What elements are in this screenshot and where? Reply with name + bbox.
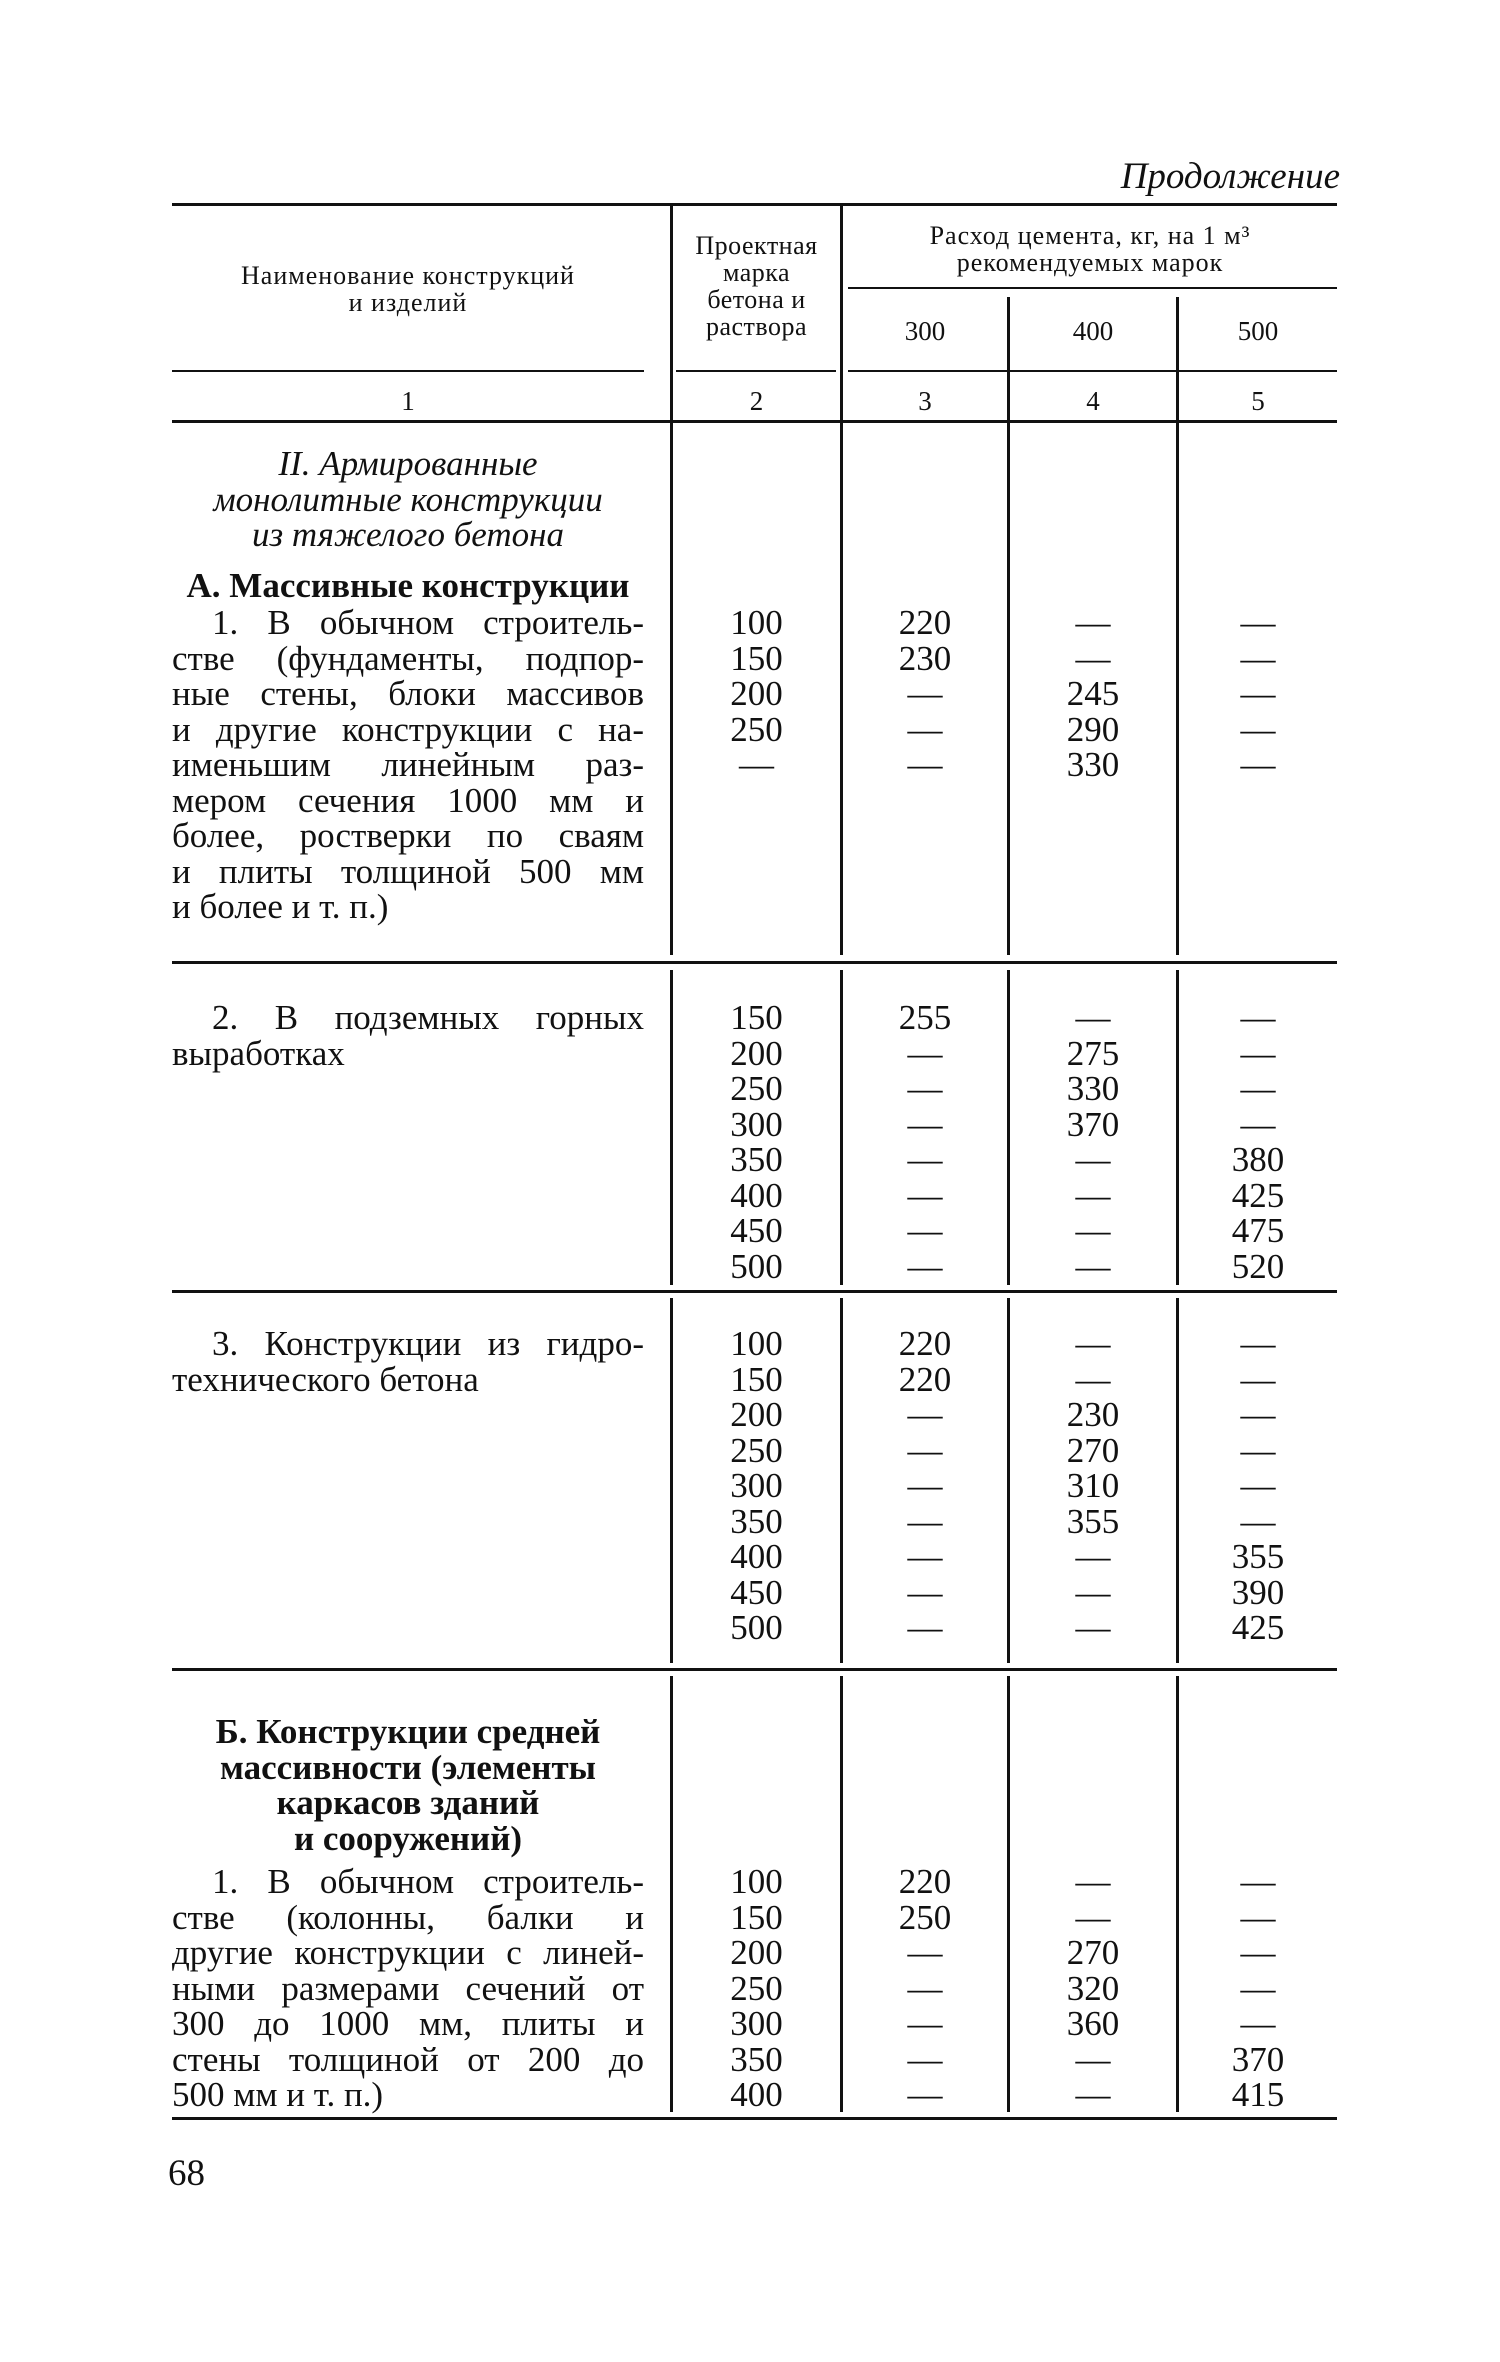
cell-value: — bbox=[1240, 1033, 1276, 1073]
cell-value: 230 bbox=[1066, 1395, 1120, 1434]
cell-value: — bbox=[907, 1430, 943, 1470]
cell-value: 390 bbox=[1231, 1572, 1285, 1612]
row-name-line: 2. В подземных горных bbox=[212, 998, 644, 1037]
cell-value: — bbox=[907, 1968, 943, 2008]
cell-value: 400 bbox=[730, 1537, 783, 1576]
row-rule-3 bbox=[172, 1668, 1337, 1671]
header-sub-400: 400 bbox=[1072, 316, 1114, 346]
header-sub-rule bbox=[848, 370, 1337, 372]
row-name bbox=[172, 605, 644, 925]
cell-value: — bbox=[1240, 1324, 1276, 1363]
cell-value: 250 bbox=[730, 1968, 783, 2008]
col-c400 bbox=[1010, 605, 1176, 783]
cell-value: 245 bbox=[1066, 674, 1120, 713]
cell-value: — bbox=[907, 709, 943, 749]
cell-value: — bbox=[1075, 638, 1111, 678]
cell-value: 330 bbox=[1066, 1069, 1120, 1108]
cell-value: — bbox=[1075, 1246, 1111, 1286]
col-c400 bbox=[1010, 1000, 1176, 1284]
cell-value: 250 bbox=[730, 709, 783, 749]
cell-value: — bbox=[1075, 2075, 1111, 2114]
cell-value: 380 bbox=[1231, 1140, 1285, 1179]
cell-value: — bbox=[907, 1104, 943, 1144]
cell-value: — bbox=[907, 745, 943, 784]
cell-value: 330 bbox=[1066, 745, 1120, 784]
cell-value: 355 bbox=[1066, 1501, 1120, 1541]
cell-value: — bbox=[1240, 1501, 1276, 1541]
cell-value: — bbox=[907, 2075, 943, 2114]
cell-value: — bbox=[1240, 603, 1276, 642]
cell-value: 100 bbox=[730, 603, 783, 642]
continuation-label: Продолжение bbox=[1120, 156, 1340, 197]
cell-value: — bbox=[1075, 1608, 1111, 1647]
cell-value: — bbox=[1075, 1140, 1111, 1179]
cell-value: — bbox=[907, 1211, 943, 1250]
col-c500 bbox=[1179, 1000, 1337, 1284]
cell-value: — bbox=[1075, 1175, 1111, 1215]
cell-value: 250 bbox=[898, 1897, 952, 1937]
cell-value: 220 bbox=[898, 1862, 952, 1901]
col-grade bbox=[673, 1000, 840, 1284]
cell-value: — bbox=[1240, 2004, 1276, 2043]
cell-value: 200 bbox=[730, 674, 783, 713]
cell-value: — bbox=[907, 1466, 943, 1505]
header-col1: Наименование конструкций и изделий bbox=[241, 261, 575, 317]
cell-value: — bbox=[907, 1140, 943, 1179]
row-name-line: мером сечения 1000 мм и bbox=[172, 780, 644, 820]
cell-value: 450 bbox=[730, 1211, 783, 1250]
cell-value: 150 bbox=[730, 1897, 783, 1937]
cell-value: — bbox=[907, 1933, 943, 1972]
cell-value: 450 bbox=[730, 1572, 783, 1612]
cell-value: — bbox=[1240, 1968, 1276, 2008]
cell-value: — bbox=[907, 1069, 943, 1108]
cell-value: 320 bbox=[1066, 1968, 1120, 2008]
cell-value: — bbox=[1240, 1430, 1276, 1470]
cell-value: — bbox=[1075, 1897, 1111, 1937]
header-col-group: Расход цемента, кг, на 1 м³ рекомендуемых марок bbox=[929, 221, 1251, 277]
header-rule-col1 bbox=[172, 370, 644, 372]
col-c400 bbox=[1010, 1864, 1176, 2113]
row-name-line: стве (фундаменты, подпор- bbox=[172, 638, 644, 678]
cell-value: — bbox=[1240, 998, 1276, 1037]
cell-value: — bbox=[907, 1501, 943, 1541]
col-c400 bbox=[1010, 1326, 1176, 1646]
cell-value: 300 bbox=[730, 2004, 783, 2043]
cell-value: — bbox=[907, 2039, 943, 2079]
row-name-line: 300 до 1000 мм, плиты и bbox=[172, 2004, 644, 2043]
row-name bbox=[172, 1864, 644, 2113]
row-name-line: и более и т. п.) bbox=[172, 887, 389, 926]
header-sub-500: 500 bbox=[1237, 316, 1279, 346]
cell-value: 150 bbox=[730, 998, 783, 1037]
cell-value: 200 bbox=[730, 1033, 783, 1073]
col-grade bbox=[673, 1326, 840, 1646]
cell-value: 220 bbox=[898, 1324, 952, 1363]
cell-value: 500 bbox=[730, 1246, 783, 1286]
row-rule-1 bbox=[172, 961, 1337, 964]
cell-value: 310 bbox=[1066, 1466, 1120, 1505]
section-title: II. Армированные монолитные конструкции из тяжелого бетона bbox=[213, 444, 603, 554]
cell-value: 400 bbox=[730, 1175, 783, 1215]
col-number-1: 1 bbox=[401, 386, 415, 416]
cell-value: — bbox=[1075, 1537, 1111, 1576]
cell-value: 370 bbox=[1066, 1104, 1120, 1144]
cell-value: — bbox=[1240, 1104, 1276, 1144]
cell-value: — bbox=[1075, 2039, 1111, 2079]
cell-value: — bbox=[1240, 1933, 1276, 1972]
cell-value: — bbox=[1075, 603, 1111, 642]
cell-value: — bbox=[1240, 1862, 1276, 1901]
col-c500 bbox=[1179, 1864, 1337, 2113]
cell-value: 475 bbox=[1231, 1211, 1285, 1250]
row-name-line: более, ростверки по сваям bbox=[172, 816, 644, 855]
cell-value: — bbox=[1075, 1324, 1111, 1363]
row-name-line: ные стены, блоки массивов bbox=[172, 674, 644, 713]
cell-value: 220 bbox=[898, 1359, 952, 1399]
cell-value: — bbox=[907, 1572, 943, 1612]
cell-value: — bbox=[1240, 1359, 1276, 1399]
cell-value: 520 bbox=[1231, 1246, 1285, 1286]
row-name-line: технического бетона bbox=[172, 1359, 479, 1399]
row-name-line: именьшим линейным раз- bbox=[172, 745, 644, 784]
cell-value: 290 bbox=[1066, 709, 1120, 749]
row-name bbox=[172, 1326, 644, 1397]
col-grade bbox=[673, 1864, 840, 2113]
cell-value: 200 bbox=[730, 1933, 783, 1972]
page-number: 68 bbox=[168, 2153, 205, 2194]
row-rule-2 bbox=[172, 1290, 1337, 1293]
header-sub-300: 300 bbox=[904, 316, 946, 346]
cell-value: — bbox=[1240, 638, 1276, 678]
row-name bbox=[172, 1000, 644, 1071]
col-c300 bbox=[843, 1000, 1007, 1284]
cell-value: 150 bbox=[730, 1359, 783, 1399]
cell-value: 230 bbox=[898, 638, 952, 678]
cell-value: 250 bbox=[730, 1069, 783, 1108]
cell-value: — bbox=[907, 1537, 943, 1576]
cell-value: 415 bbox=[1231, 2075, 1285, 2114]
col-number-2: 2 bbox=[749, 386, 764, 416]
cell-value: 250 bbox=[730, 1430, 783, 1470]
cell-value: 425 bbox=[1231, 1608, 1285, 1647]
cell-value: — bbox=[907, 1395, 943, 1434]
cell-value: 100 bbox=[730, 1862, 783, 1901]
cell-value: 400 bbox=[730, 2075, 783, 2114]
cell-value: 350 bbox=[730, 1140, 783, 1179]
header-group-rule bbox=[848, 287, 1337, 289]
col-c300 bbox=[843, 605, 1007, 783]
row-name-line: выработках bbox=[172, 1033, 345, 1073]
cell-value: — bbox=[1075, 1359, 1111, 1399]
cell-value: 300 bbox=[730, 1466, 783, 1505]
cell-value: 200 bbox=[730, 1395, 783, 1434]
cell-value: 255 bbox=[898, 998, 952, 1037]
cell-value: — bbox=[1240, 1395, 1276, 1434]
cell-value: 350 bbox=[730, 2039, 783, 2079]
col-c500 bbox=[1179, 1326, 1337, 1646]
row-name-line: 500 мм и т. п.) bbox=[172, 2075, 384, 2114]
cell-value: — bbox=[1075, 1862, 1111, 1901]
numbers-rule bbox=[172, 420, 1337, 423]
cell-value: 220 bbox=[898, 603, 952, 642]
cell-value: — bbox=[907, 674, 943, 713]
cell-value: 100 bbox=[730, 1324, 783, 1363]
subsection-b-title: Б. Конструкции средней массивности (элементы каркасов зданий и сооружений) bbox=[215, 1712, 601, 1858]
table-top-rule bbox=[172, 203, 1337, 206]
cell-value: — bbox=[907, 1608, 943, 1647]
cell-value: 275 bbox=[1066, 1033, 1120, 1073]
cell-value: 300 bbox=[730, 1104, 783, 1144]
row-name-line: 3. Конструкции из гидро- bbox=[212, 1324, 644, 1363]
cell-value: 360 bbox=[1066, 2004, 1120, 2043]
cell-value: 370 bbox=[1231, 2039, 1285, 2079]
row-name-line: стены толщиной от 200 до bbox=[172, 2039, 644, 2079]
cell-value: 270 bbox=[1066, 1430, 1120, 1470]
cell-value: — bbox=[1240, 1897, 1276, 1937]
cell-value: 500 bbox=[730, 1608, 783, 1647]
row-name-line: и другие конструкции с на- bbox=[172, 709, 644, 749]
cell-value: — bbox=[1240, 1466, 1276, 1505]
cell-value: — bbox=[1240, 674, 1276, 713]
cell-value: — bbox=[907, 2004, 943, 2043]
row-name-line: 1. В обычном строитель- bbox=[212, 603, 644, 642]
col-number-5: 5 bbox=[1251, 386, 1265, 416]
cell-value: 355 bbox=[1231, 1537, 1285, 1576]
table-bottom-rule bbox=[172, 2117, 1337, 2120]
cell-value: — bbox=[907, 1175, 943, 1215]
header-col2: Проектная марка бетона и раствора bbox=[695, 231, 818, 341]
col-grade bbox=[673, 605, 840, 783]
cell-value: — bbox=[1240, 709, 1276, 749]
cell-value: — bbox=[907, 1246, 943, 1286]
cell-value: — bbox=[1075, 1572, 1111, 1612]
cell-value: — bbox=[1075, 998, 1111, 1037]
cell-value: 270 bbox=[1066, 1933, 1120, 1972]
cell-value: 350 bbox=[730, 1501, 783, 1541]
header-rule-col2 bbox=[676, 370, 836, 372]
cell-value: — bbox=[907, 1033, 943, 1073]
col-c500 bbox=[1179, 605, 1337, 783]
row-name-line: 1. В обычном строитель- bbox=[212, 1862, 644, 1901]
col-number-3: 3 bbox=[918, 386, 932, 416]
subsection-a-title: А. Массивные конструкции bbox=[186, 566, 630, 605]
cell-value: 150 bbox=[730, 638, 783, 678]
col-c300 bbox=[843, 1326, 1007, 1646]
row-name-line: и плиты толщиной 500 мм bbox=[172, 851, 644, 891]
row-name-line: ными размерами сечений от bbox=[172, 1968, 644, 2008]
row-name-line: стве (колонны, балки и bbox=[172, 1897, 644, 1937]
cell-value: — bbox=[739, 745, 774, 784]
cell-value: 425 bbox=[1231, 1175, 1285, 1215]
row-name-line: другие конструкции с линей- bbox=[172, 1933, 644, 1972]
col-number-4: 4 bbox=[1086, 386, 1100, 416]
col-c300 bbox=[843, 1864, 1007, 2113]
cell-value: — bbox=[1075, 1211, 1111, 1250]
cell-value: — bbox=[1240, 745, 1276, 784]
cell-value: — bbox=[1240, 1069, 1276, 1108]
